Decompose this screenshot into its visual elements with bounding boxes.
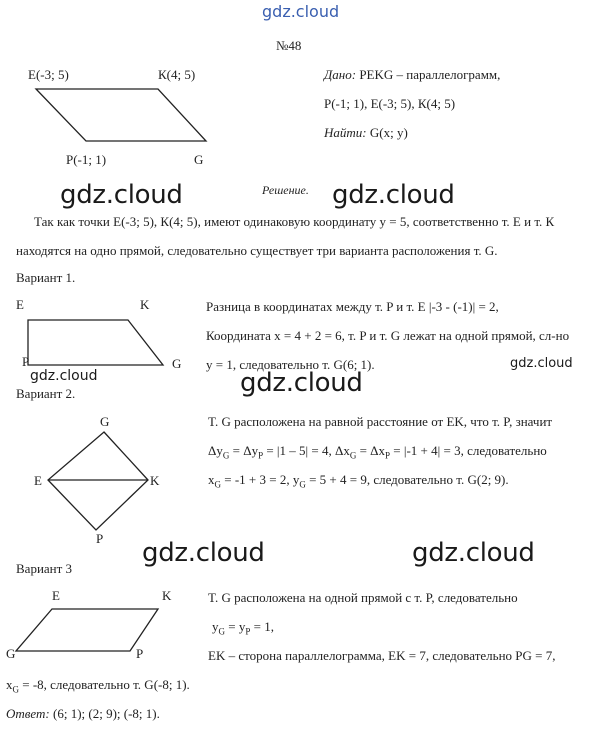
v3-line2-a: y [212,619,219,634]
find-label: Найти: [324,125,367,140]
problem-number: №48 [276,38,302,53]
intro-line1: Так как точки E(-3; 5), К(4; 5), имеют одинаковую координату y = 5, соответственно т. E и т. К [34,214,555,229]
v3-line4 [6,677,190,695]
solution-heading: Решение. [262,183,309,197]
v3-line4-a: x [6,677,13,692]
v2-line2-a: Δy [208,443,223,458]
v2-line2-c-sub: G [349,450,357,461]
v1-label-k: K [140,297,150,312]
v2-line2-e: = |-1 + 4| = 3, следовательно [390,443,547,458]
v2-line3-a-sub: G [214,479,221,490]
v3-line2-a-sub: G [218,626,225,637]
watermark: gdz.cloud [240,368,363,398]
v3-label-g: G [6,646,16,661]
variant2-title: Вариант 2. [16,386,76,401]
fig1-label-e: E(-3; 5) [28,67,69,82]
v1-label-e: E [16,297,24,312]
v1-line2: Координата x = 4 + 2 = 6, т. P и т. G лежат на одной прямой, сл-но [206,328,570,343]
v3-line4-b: = -8, следовательно т. G(-8; 1). [19,677,190,692]
watermark: gdz.cloud [412,538,535,568]
v3-label-e: E [52,588,60,603]
watermark: gdz.cloud [60,180,183,210]
v3-line2-b-sub: P [245,626,251,637]
v2-line2-a-sub: G [222,450,230,461]
fig1-label-p: P(-1; 1) [66,152,107,167]
answer-label: Ответ: [6,706,50,721]
given-text1: PEKG – параллелограмм, [359,67,501,82]
watermark: gdz.cloud [30,368,98,384]
v3-line2-c: = 1, [250,619,274,634]
v2-line2-c: = |1 – 5| = 4, Δx [263,443,350,458]
site-title: gdz.cloud [262,2,340,21]
watermark: gdz.cloud [510,356,573,371]
fig1-label-g: G [194,152,204,167]
v1-label-g: G [172,356,182,371]
variant1-title: Вариант 1. [16,270,76,285]
watermark: gdz.cloud [142,538,265,568]
find-value: G(x; y) [369,125,408,140]
variant3-title: Вариант 3 [16,561,73,576]
v3-line2 [212,619,274,637]
intro-line2: находятся на одно прямой, следовательно существует три варианта расположения т. G. [16,243,498,258]
v2-line1: T. G расположена на равной расстояние от EK, что т. P, значит [208,414,553,429]
v2-label-e: E [34,473,42,488]
watermark: gdz.cloud [332,180,455,210]
v3-line1: T. G расположена на одной прямой с т. P, следовательно [208,590,518,605]
v2-line3-a: x [208,472,215,487]
given-line2: P(-1; 1), E(-3; 5), К(4; 5) [324,96,456,111]
v2-label-k: K [150,473,160,488]
v3-line3: EK – сторона параллелограмма, EK = 7, следовательно PG = 7, [208,648,556,663]
answer-value: (6; 1); (2; 9); (-8; 1). [49,706,160,721]
v2-line2-d-sub: P [385,450,391,461]
v2-line3-b-sub: G [299,479,306,490]
v2-line2-d: = Δx [356,443,386,458]
v3-line2-b: = y [225,619,246,634]
v3-label-p: P [136,646,144,661]
v2-line2-b-sub: P [258,450,264,461]
v2-line3-b: = -1 + 3 = 2, y [221,472,300,487]
v1-label-p: P [22,354,30,369]
v2-line2-b: = Δy [229,443,259,458]
v1-line1: Разница в координатах между т. P и т. E |-3 - (-1)| = 2, [206,299,499,314]
v2-line3-c: = 5 + 4 = 9, следовательно т. G(2; 9). [305,472,509,487]
fig1-label-k: К(4; 5) [158,67,196,82]
v2-label-p: P [96,531,104,546]
v3-line4-a-sub: G [12,684,19,695]
v2-label-g: G [100,414,110,429]
v1-line3: y = 1, следовательно т. G(6; 1). [206,357,375,372]
given-label: Дано: [324,67,357,82]
v3-label-k: K [162,588,172,603]
answer-line [6,706,160,722]
